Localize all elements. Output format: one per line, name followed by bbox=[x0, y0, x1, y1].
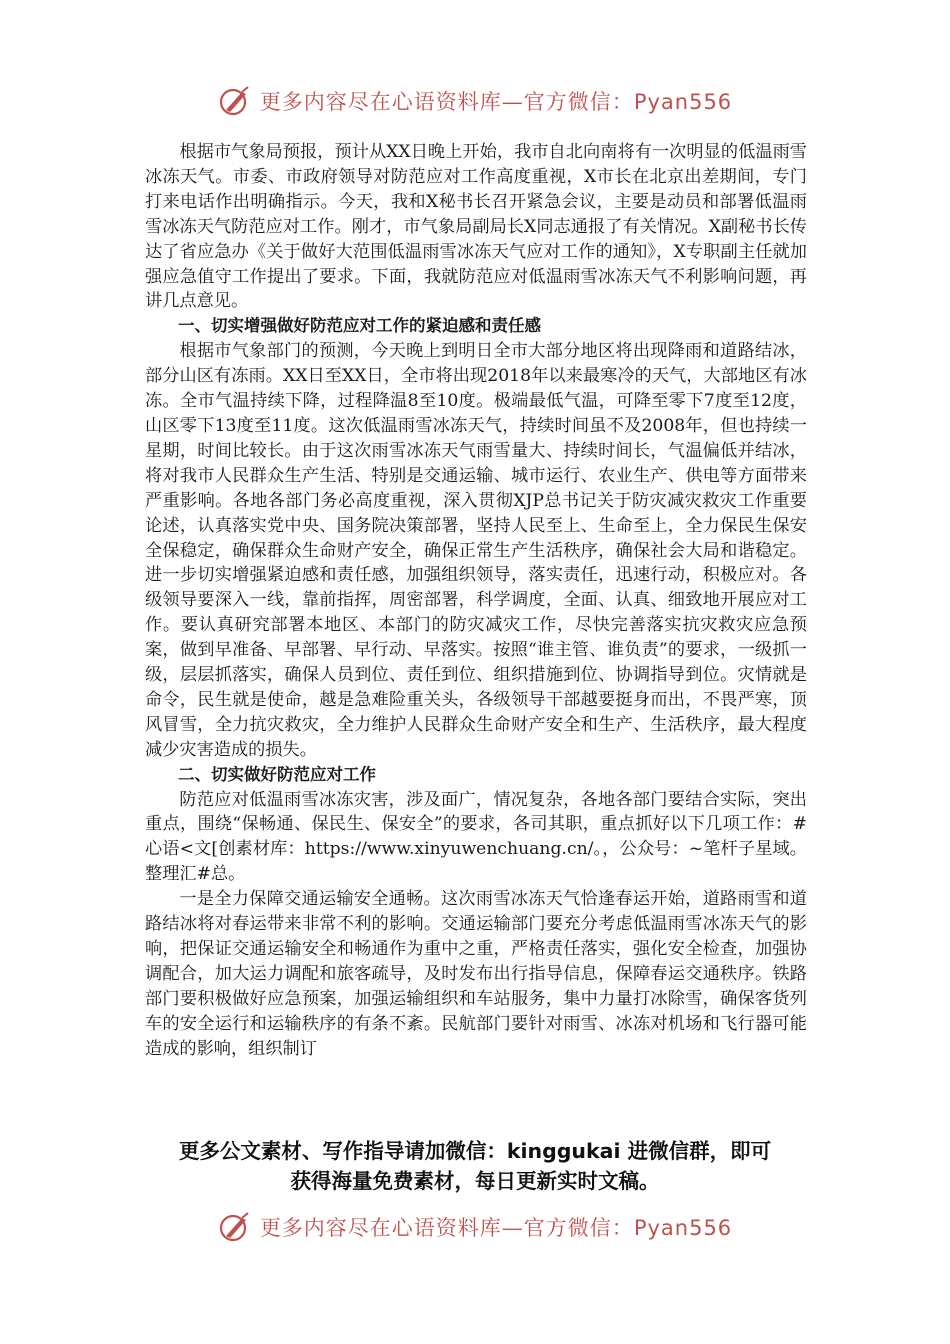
document-body bbox=[145, 140, 807, 1062]
promo-notice bbox=[100, 1136, 850, 1196]
paragraph: 根据市气象部门的预测，今天晚上到明日全市大部分地区将出现降雨和道路结冰，部分山区有冻雨。XX日至XX日，全市将出现2018年以来最寒冷的天气，大部地区有冰冻。全市气温持续下降，过程降温8至10度。极端最低气温，可降至零下7度至12度，山区零下13度至11度。这次低温雨雪冰冻天气，持续时间虽不及2008年，但也持续一星期，时间比较长。由于这次雨雪冰冻天气雨雪量大、持续时间长，气温偏低并结冰，将对我市人民群众生产生活、特别是交通运输、城市运行、农业生产、供电等方面带来严重影响。各地各部门务必高度重视，深入贯彻XJP总书记关于防灾减灾救灾工作重要论述，认真落实党中央、国务院决策部署，坚持人民至上、生命至上，全力保民生保安全保稳定，确保群众生命财产安全，确保正常生产生活秩序，确保社会大局和谐稳定。进一步切实增强紧迫感和责任感，加强组织领导，落实责任，迅速行动，积极应对。各级领导要深入一线，靠前指挥，周密部署，科学调度，全面、认真、细致地开展应对工作。要认真研究部署本地区、本部门的防灾减灾工作，尽快完善落实抗灾救灾应急预案，做到早准备、早部署、早行动、早落实。按照“谁主管、谁负责”的要求，一级抓一级，层层抓落实，确保人员到位、责任到位、组织措施到位、协调指导到位。灾情就是命令，民生就是使命，越是急难险重关头，各级领导干部越要挺身而出，不畏严寒，顶风冒雪，全力抗灾救灾，全力维护人民群众生命财产安全和生产、生活秩序，最大程度减少灾害造成的损失。 bbox=[145, 341, 807, 760]
paragraph: 防范应对低温雨雪冰冻灾害，涉及面广，情况复杂，各地各部门要结合实际，突出重点，围绕“保畅通、保民生、保安全”的要求，各司其职，重点抓好以下几项工作：#心语<文[创素材库：https://www.xinyuwenchuang.cn/。，公众号：~笔杆子星域。整理汇#总。 bbox=[145, 789, 807, 885]
footer-banner bbox=[0, 1210, 950, 1244]
wechat-id: Pyan556 bbox=[633, 1216, 733, 1240]
pen-circle-logo-icon bbox=[218, 84, 252, 118]
wechat-id: Pyan556 bbox=[633, 90, 733, 114]
paragraph: 根据市气象局预报，预计从XX日晚上开始，我市自北向南将有一次明显的低温雨雪冰冻天气。市委、市政府领导对防范应对工作高度重视，X市长在北京出差期间，专门打来电话作出明确指示。今天，我和X秘书长召开紧急会议，主要是动员和部署低温雨雪冰冻天气防范应对工作。刚才，市气象局副局长X同志通报了有关情况。X副秘书长传达了省应急办《关于做好大范围低温雨雪冰冻天气应对工作的通知》，X专职副主任就加强应急值守工作提出了要求。下面，我就防范应对低温雨雪冰冻天气不利影响问题，再讲几点意见。 bbox=[145, 142, 807, 312]
paragraph: 一是全力保障交通运输安全通畅。这次雨雪冰冻天气恰逢春运开始，道路雨雪和道路结冰将对春运带来非常不利的影响。交通运输部门要充分考虑低温雨雪冰冻天气的影响，把保证交通运输安全和畅通作为重中之重，严格责任落实，强化安全检查，加强协调配合，加大运力调配和旅客疏导，及时发布出行指导信息，保障春运交通秩序。铁路部门要积极做好应急预案，加强运输组织和车站服务，集中力量打冰除雪，确保客货列车的安全运行和运输秩序的有条不紊。民航部门要针对雨雪、冰冻对机场和飞行器可能造成的影响，组织制订 bbox=[145, 889, 807, 1059]
promo-line: 更多公文素材、写作指导请加微信：kinggukai 进微信群，即可 bbox=[178, 1139, 772, 1163]
banner-text: 更多内容尽在心语资料库—官方微信：Pyan556 bbox=[259, 1216, 733, 1240]
section-heading: 一、切实增强做好防范应对工作的紧迫感和责任感 bbox=[178, 316, 541, 336]
promo-line: 获得海量免费素材，每日更新实时文稿。 bbox=[290, 1169, 660, 1193]
pen-circle-logo-icon bbox=[218, 1210, 252, 1244]
banner-text: 更多内容尽在心语资料库—官方微信：Pyan556 bbox=[259, 90, 733, 114]
header-banner bbox=[0, 84, 950, 118]
section-heading: 二、切实做好防范应对工作 bbox=[178, 764, 376, 784]
